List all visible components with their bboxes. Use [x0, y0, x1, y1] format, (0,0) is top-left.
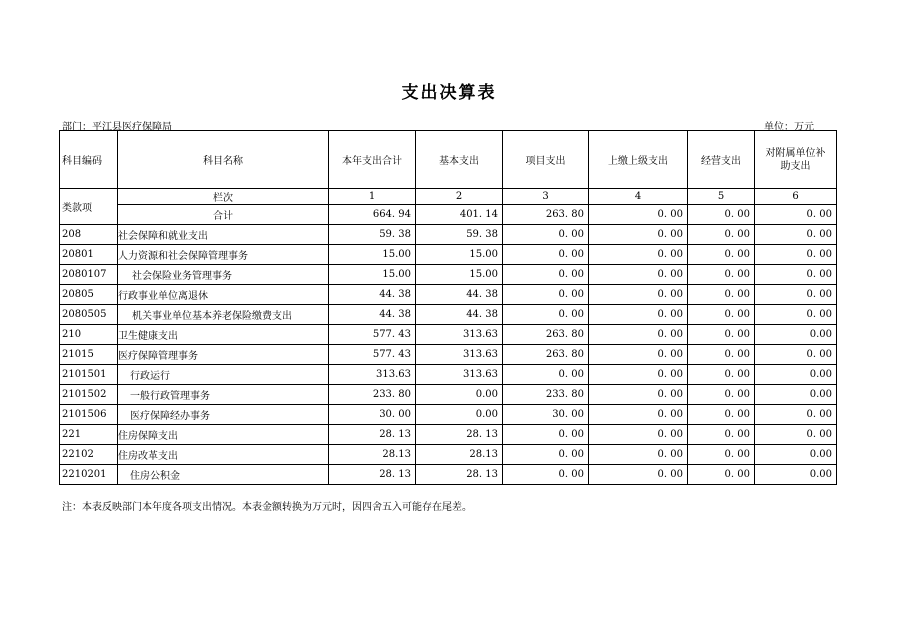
row-business: 0. 00 — [688, 285, 755, 305]
table-row — [60, 445, 837, 465]
row-business: 0. 00 — [688, 465, 755, 485]
expenditure-table — [59, 130, 837, 485]
table-row — [60, 285, 837, 305]
col-number-3: 3 — [503, 189, 589, 205]
total-row — [60, 205, 837, 225]
table-row — [60, 465, 837, 485]
row-name: 住房保障支出 — [118, 425, 329, 445]
row-code: 2210201 — [60, 465, 118, 485]
row-business: 0. 00 — [688, 345, 755, 365]
row-business: 0. 00 — [688, 425, 755, 445]
row-subsidy: 0. 00 — [755, 265, 837, 285]
row-project: 0. 00 — [503, 285, 589, 305]
total-subsidy: 0. 00 — [755, 205, 837, 225]
total-label: 合计 — [118, 205, 329, 225]
lanci-label: 栏次 — [118, 189, 329, 205]
total-upper: 0. 00 — [589, 205, 688, 225]
row-total: 577. 43 — [329, 345, 416, 365]
row-subsidy: 0. 00 — [755, 345, 837, 365]
total-total: 664. 94 — [329, 205, 416, 225]
row-code: 2080107 — [60, 265, 118, 285]
row-project: 233. 80 — [503, 385, 589, 405]
header-name: 科目名称 — [118, 131, 329, 189]
row-upper: 0. 00 — [589, 465, 688, 485]
row-basic: 44. 38 — [416, 285, 503, 305]
table-row — [60, 365, 837, 385]
row-project: 30. 00 — [503, 405, 589, 425]
row-subsidy: 0. 00 — [755, 285, 837, 305]
row-total: 233. 80 — [329, 385, 416, 405]
total-project: 263. 80 — [503, 205, 589, 225]
col-number-1: 1 — [329, 189, 416, 205]
row-code: 20805 — [60, 285, 118, 305]
row-upper: 0. 00 — [589, 425, 688, 445]
col-number-2: 2 — [416, 189, 503, 205]
row-name: 机关事业单位基本养老保险缴费支出 — [118, 305, 329, 325]
row-name: 住房改革支出 — [118, 445, 329, 465]
row-basic: 0.00 — [416, 405, 503, 425]
row-basic: 59. 38 — [416, 225, 503, 245]
row-code: 2101501 — [60, 365, 118, 385]
row-total: 44. 38 — [329, 305, 416, 325]
row-total: 313.63 — [329, 365, 416, 385]
row-name: 医疗保障经办事务 — [118, 405, 329, 425]
header-project: 项目支出 — [503, 131, 589, 189]
table-row — [60, 385, 837, 405]
row-basic: 28. 13 — [416, 425, 503, 445]
table-row — [60, 425, 837, 445]
row-upper: 0. 00 — [589, 325, 688, 345]
row-name: 行政事业单位离退休 — [118, 285, 329, 305]
header-row — [60, 131, 837, 189]
row-project: 0. 00 — [503, 225, 589, 245]
row-code: 2101506 — [60, 405, 118, 425]
col-number-4: 4 — [589, 189, 688, 205]
row-total: 44. 38 — [329, 285, 416, 305]
row-project: 0. 00 — [503, 245, 589, 265]
row-basic: 313.63 — [416, 365, 503, 385]
row-code: 208 — [60, 225, 118, 245]
header-upper: 上缴上级支出 — [589, 131, 688, 189]
row-name: 社会保障和就业支出 — [118, 225, 329, 245]
row-code: 210 — [60, 325, 118, 345]
row-code: 20801 — [60, 245, 118, 265]
row-project: 0. 00 — [503, 465, 589, 485]
row-subsidy: 0. 00 — [755, 245, 837, 265]
row-project: 0. 00 — [503, 305, 589, 325]
row-business: 0. 00 — [688, 365, 755, 385]
row-basic: 313.63 — [416, 345, 503, 365]
row-code: 221 — [60, 425, 118, 445]
row-basic: 44. 38 — [416, 305, 503, 325]
row-project: 0. 00 — [503, 365, 589, 385]
row-name: 人力资源和社会保障管理事务 — [118, 245, 329, 265]
row-name: 医疗保障管理事务 — [118, 345, 329, 365]
row-basic: 0.00 — [416, 385, 503, 405]
row-project: 0. 00 — [503, 445, 589, 465]
row-total: 15.00 — [329, 265, 416, 285]
subheader-row — [60, 189, 837, 205]
row-total: 28.13 — [329, 445, 416, 465]
row-upper: 0. 00 — [589, 305, 688, 325]
row-upper: 0. 00 — [589, 365, 688, 385]
row-code: 22102 — [60, 445, 118, 465]
col-number-5: 5 — [688, 189, 755, 205]
row-upper: 0. 00 — [589, 245, 688, 265]
header-subsidy: 对附属单位补 助支出 — [755, 131, 837, 189]
row-subsidy: 0. 00 — [755, 405, 837, 425]
row-code: 21015 — [60, 345, 118, 365]
row-upper: 0. 00 — [589, 385, 688, 405]
header-business: 经营支出 — [688, 131, 755, 189]
table-row — [60, 405, 837, 425]
row-project: 0. 00 — [503, 265, 589, 285]
row-business: 0. 00 — [688, 305, 755, 325]
row-business: 0. 00 — [688, 245, 755, 265]
row-subsidy: 0.00 — [755, 445, 837, 465]
table-row — [60, 225, 837, 245]
table-row — [60, 345, 837, 365]
row-subsidy: 0. 00 — [755, 225, 837, 245]
row-subsidy: 0.00 — [755, 325, 837, 345]
table-row — [60, 265, 837, 285]
row-basic: 15.00 — [416, 245, 503, 265]
row-code: 2080505 — [60, 305, 118, 325]
row-project: 263. 80 — [503, 325, 589, 345]
row-total: 577. 43 — [329, 325, 416, 345]
row-subsidy: 0.00 — [755, 465, 837, 485]
row-business: 0. 00 — [688, 225, 755, 245]
row-project: 0. 00 — [503, 425, 589, 445]
row-subsidy: 0.00 — [755, 365, 837, 385]
row-total: 30. 00 — [329, 405, 416, 425]
row-name: 行政运行 — [118, 365, 329, 385]
row-total: 15.00 — [329, 245, 416, 265]
total-basic: 401. 14 — [416, 205, 503, 225]
row-business: 0. 00 — [688, 325, 755, 345]
table-row — [60, 305, 837, 325]
row-upper: 0. 00 — [589, 225, 688, 245]
unit-label: 单位：万元 — [764, 122, 814, 133]
row-upper: 0. 00 — [589, 445, 688, 465]
page-title: 支出决算表 — [401, 83, 497, 103]
row-name: 住房公积金 — [118, 465, 329, 485]
header-total: 本年支出合计 — [329, 131, 416, 189]
row-basic: 15.00 — [416, 265, 503, 285]
row-total: 28. 13 — [329, 465, 416, 485]
row-name: 社会保险业务管理事务 — [118, 265, 329, 285]
row-business: 0. 00 — [688, 385, 755, 405]
row-upper: 0. 00 — [589, 345, 688, 365]
row-code: 2101502 — [60, 385, 118, 405]
row-name: 一般行政管理事务 — [118, 385, 329, 405]
row-upper: 0. 00 — [589, 285, 688, 305]
col-number-6: 6 — [755, 189, 837, 205]
row-basic: 313.63 — [416, 325, 503, 345]
department-label: 部门：平江县医疗保障局 — [62, 122, 172, 133]
row-upper: 0. 00 — [589, 265, 688, 285]
row-project: 263. 80 — [503, 345, 589, 365]
row-business: 0. 00 — [688, 405, 755, 425]
row-total: 28. 13 — [329, 425, 416, 445]
row-business: 0. 00 — [688, 445, 755, 465]
table-row — [60, 325, 837, 345]
row-subsidy: 0.00 — [755, 385, 837, 405]
row-name: 卫生健康支出 — [118, 325, 329, 345]
row-total: 59. 38 — [329, 225, 416, 245]
row-business: 0. 00 — [688, 265, 755, 285]
row-basic: 28.13 — [416, 445, 503, 465]
table-row — [60, 245, 837, 265]
row-upper: 0. 00 — [589, 405, 688, 425]
header-basic: 基本支出 — [416, 131, 503, 189]
footnote: 注：本表反映部门本年度各项支出情况。本表金额转换为万元时，因四舍五入可能存在尾差。 — [62, 502, 472, 513]
row-subsidy: 0. 00 — [755, 305, 837, 325]
total-business: 0. 00 — [688, 205, 755, 225]
row-subsidy: 0. 00 — [755, 425, 837, 445]
row-basic: 28. 13 — [416, 465, 503, 485]
header-code: 科目编码 — [60, 131, 118, 189]
category-label: 类款项 — [60, 189, 118, 225]
